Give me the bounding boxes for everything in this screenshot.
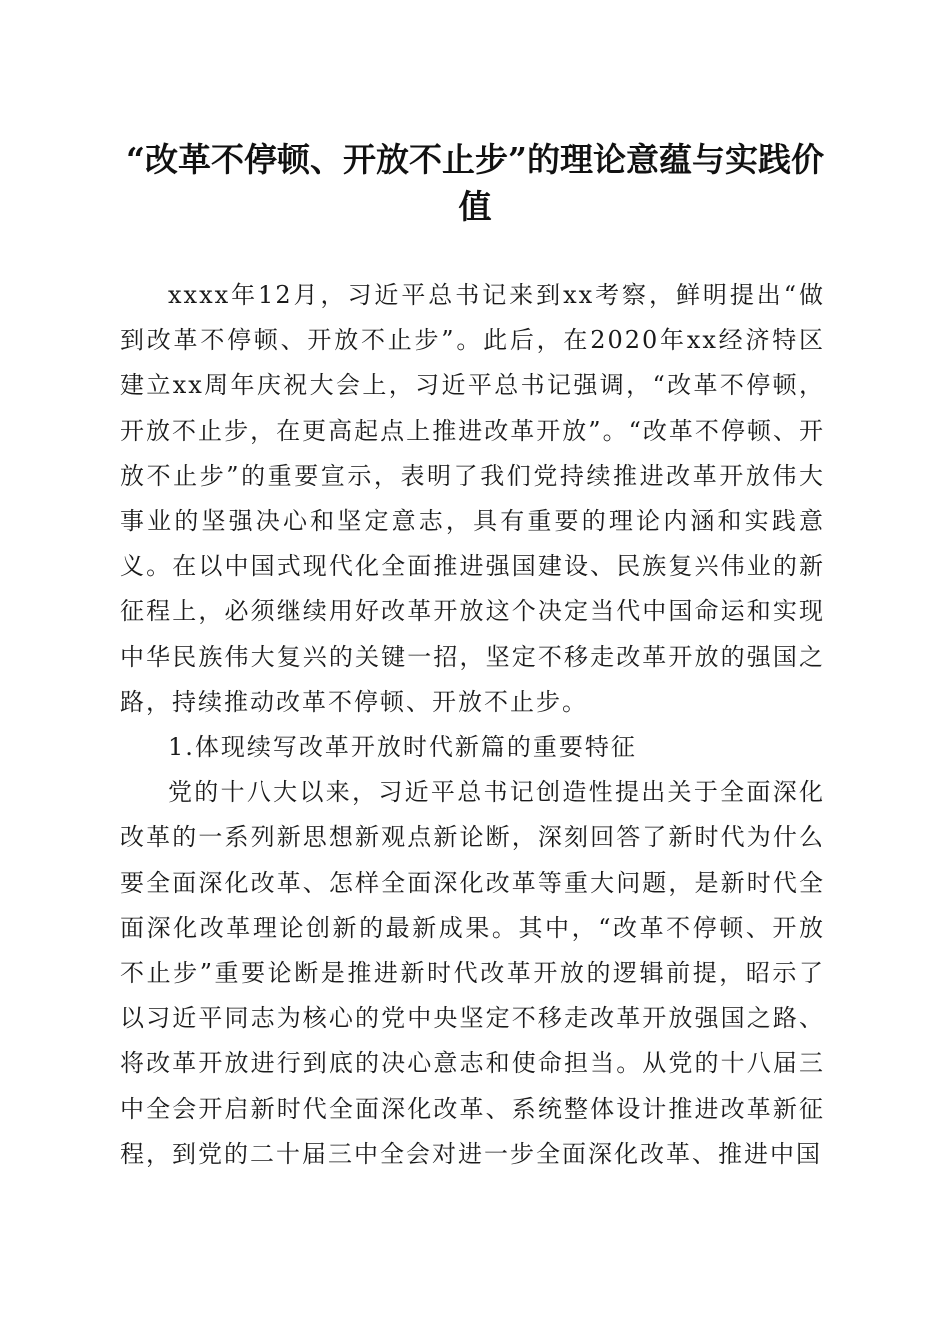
document-title: “改革不停顿、开放不止步”的理论意蕴与实践价值 (126, 140, 824, 226)
paragraph-intro: xxxx年12月，习近平总书记来到xx考察，鲜明提出“做到改革不停顿、开放不止步”。此后，在2020年xx经济特区建立xx周年庆祝大会上，习近平总书记强调，“改革不停顿，开放不止步，在更高起点上推进改革开放”。“改革不停顿、开放不止步”的重要宣示，表明了我们党持续推进改革开放伟大事业的坚强决心和坚定意志，具有重要的理论内涵和实践意义。在以中国式现代化全面推进强国建设、民族复兴伟业的新征程上，必须继续用好改革开放这个决定当代中国命运和实现中华民族伟大复兴的关键一招，坚定不移走改革开放的强国之路，持续推动改革不停顿、开放不止步。 (120, 281, 825, 716)
section-heading-1: 1.体现续写改革开放时代新篇的重要特征 (168, 733, 637, 762)
paragraph-section-1: 党的十八大以来，习近平总书记创造性提出关于全面深化改革的一系列新思想新观点新论断，深刻回答了新时代为什么要全面深化改革、怎样全面深化改革等重大问题，是新时代全面深化改革理论创新的最新成果。其中，“改革不停顿、开放不止步”重要论断是推进新时代改革开放的逻辑前提，昭示了以习近平同志为核心的党中央坚定不移走改革开放强国之路、将改革开放进行到底的决心意志和使命担当。从党的十八届三中全会开启新时代全面深化改革、系统整体设计推进改革新征程，到党的二十届三中全会对进一步全面深化改革、推进中国 (120, 778, 825, 1168)
document-body (120, 273, 825, 1177)
